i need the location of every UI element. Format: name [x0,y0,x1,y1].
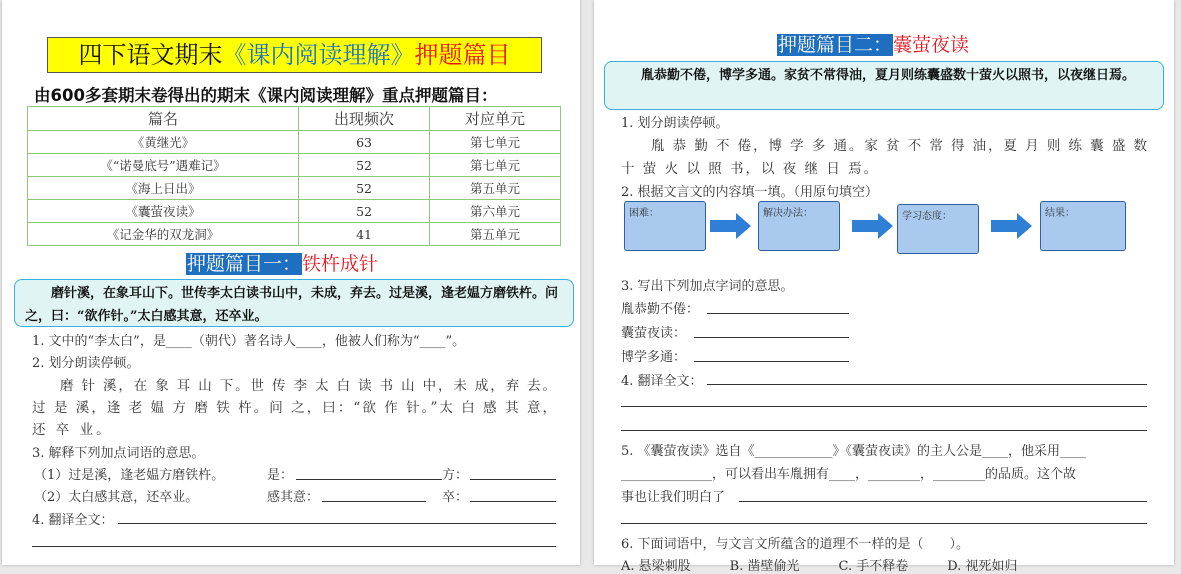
table-cell: 第五单元 [430,177,561,200]
question-1: 1. 文中的“李太白”，是____（朝代）著名诗人____，他被人们称为“____”。 [32,334,466,349]
pause-line-1: 磨 针 溪，在 象 耳 山 下。世 传 李 太 白 读 书 山 中，未 成，弃 去。 [60,378,556,394]
q3-item-2: （2）太白感其意，还卒业。 [34,490,199,505]
table-cell: 第七单元 [430,154,561,177]
main-title [47,37,542,73]
q3-item: 博学多通： [621,350,687,365]
table-cell: 《黄继光》 [28,131,299,154]
table-row [28,223,561,246]
pause-line-2: 过 是 溪，逢 老 媪 方 磨 铁 杵。问 之，曰：“欲 作 针。”太 白 感 其 意， [32,400,556,416]
table-cell: 63 [299,131,430,154]
section-label: 押题篇目一： [187,253,302,275]
table-row [28,200,561,223]
answer-line[interactable] [707,313,849,314]
flow-box-solution[interactable]: 解决办法： [758,201,840,251]
answer-line[interactable] [470,479,556,480]
answer-line[interactable] [621,430,1147,431]
main-title-part3: 押题篇目 [414,41,511,69]
question-6: 6. 下面词语中，与文言文所蕴含的道理不一样的是（ ）。 [621,537,970,552]
answer-line[interactable] [621,523,1147,524]
right-arrow-icon [710,213,752,239]
q3-word-label: 卒： [442,490,469,505]
question-5-line-1: 5. 《囊萤夜读》选自《____________》《囊萤夜读》的主人公是____，他采用____ [621,444,1087,459]
question-3: 3. 解释下列加点词语的意思。 [32,446,205,461]
document-page-2 [594,0,1174,574]
right-arrow-icon [991,213,1033,239]
section-title-2 [777,33,969,58]
question-6-options: A. 悬梁刺股 B. 凿壁偷光 C. 手不释卷 D. 视死如归 [621,559,1018,574]
document-page-1 [2,0,580,565]
question-2: 2. 划分朗读停顿。 [32,356,140,371]
table-cell: 《记金华的双龙洞》 [28,223,299,246]
table-header-row [28,107,561,131]
answer-line[interactable] [118,523,556,524]
passage-box: 磨针溪，在象耳山下。世传李太白读书山中，未成，弃去。过是溪，逢老媪方磨铁杵。问之，曰：“欲作针。”太白感其意，还卒业。 [14,279,574,327]
table-cell: 第七单元 [430,131,561,154]
question-1: 1. 划分朗读停顿。 [621,116,729,131]
answer-line[interactable] [739,501,1147,502]
main-title-part2: 《课内阅读理解》 [222,41,415,69]
table-row [28,177,561,200]
q3-word-label: 是： [267,468,294,483]
table-cell: 《囊萤夜读》 [28,200,299,223]
table-cell: 《海上日出》 [28,177,299,200]
answer-line[interactable] [296,479,442,480]
table-cell: 52 [299,200,430,223]
q3-item: 胤恭勤不倦： [621,302,700,317]
answer-line[interactable] [694,337,849,338]
q3-word-label: 方： [442,468,469,483]
q3-item-1: （1）过是溪，逢老媪方磨铁杵。 [34,468,225,483]
section-name: 铁杵成针 [302,253,379,275]
section-name: 囊萤夜读 [893,34,970,56]
question-5-line-3: 事也让我们明白了 [621,490,726,505]
table-cell: 第五单元 [430,223,561,246]
table-header: 出现频次 [299,107,430,131]
question-4: 4. 翻译全文： [621,374,703,389]
table-cell: 52 [299,154,430,177]
flow-box-attitude[interactable]: 学习态度： [897,204,979,254]
table-header: 篇名 [28,107,299,131]
flow-box-result[interactable]: 结果： [1040,201,1126,251]
answer-line[interactable] [32,546,556,547]
answer-line[interactable] [322,501,426,502]
table-cell: 《“诺曼底号”遇难记》 [28,154,299,177]
frequency-table [27,106,561,246]
question-3: 3. 写出下列加点字词的意思。 [621,279,794,294]
section-title-1 [186,252,378,277]
pause-line-2: 十 萤 火 以 照 书，以 夜 继 日 焉。 [621,161,880,177]
section-label: 押题篇目二： [778,34,893,56]
q3-word-label: 感其意： [267,490,320,505]
question-4: 4. 翻译全文： [32,513,114,528]
right-arrow-icon [852,213,894,239]
question-2: 2. 根据文言文的内容填一填。（用原句填空） [621,185,879,200]
table-cell: 第六单元 [430,200,561,223]
pause-line-1: 胤 恭 勤 不 倦，博 学 多 通。家 贫 不 常 得 油，夏 月 则 练 囊 盛 数 [651,138,1147,154]
table-row [28,154,561,177]
answer-line[interactable] [707,384,1147,385]
answer-line[interactable] [470,501,556,502]
passage-box: 胤恭勤不倦，博学多通。家贫不常得油，夏月则练囊盛数十萤火以照书，以夜继日焉。 [604,61,1164,110]
table-header: 对应单元 [430,107,561,131]
main-title-part1: 四下语文期末 [78,41,223,69]
table-cell: 41 [299,223,430,246]
answer-line[interactable] [694,361,849,362]
q3-item: 囊萤夜读： [621,326,687,341]
subtitle: 由600多套期末卷得出的期末《课内阅读理解》重点押题篇目： [34,86,498,105]
pause-line-3: 还 卒 业。 [32,422,113,438]
question-5-line-2: ______________，可以看出车胤拥有____，________，________的品质。这个故 [621,467,1077,482]
answer-line[interactable] [621,406,1147,407]
table-row [28,131,561,154]
table-cell: 52 [299,177,430,200]
flow-box-difficulty[interactable]: 困难： [624,201,706,251]
